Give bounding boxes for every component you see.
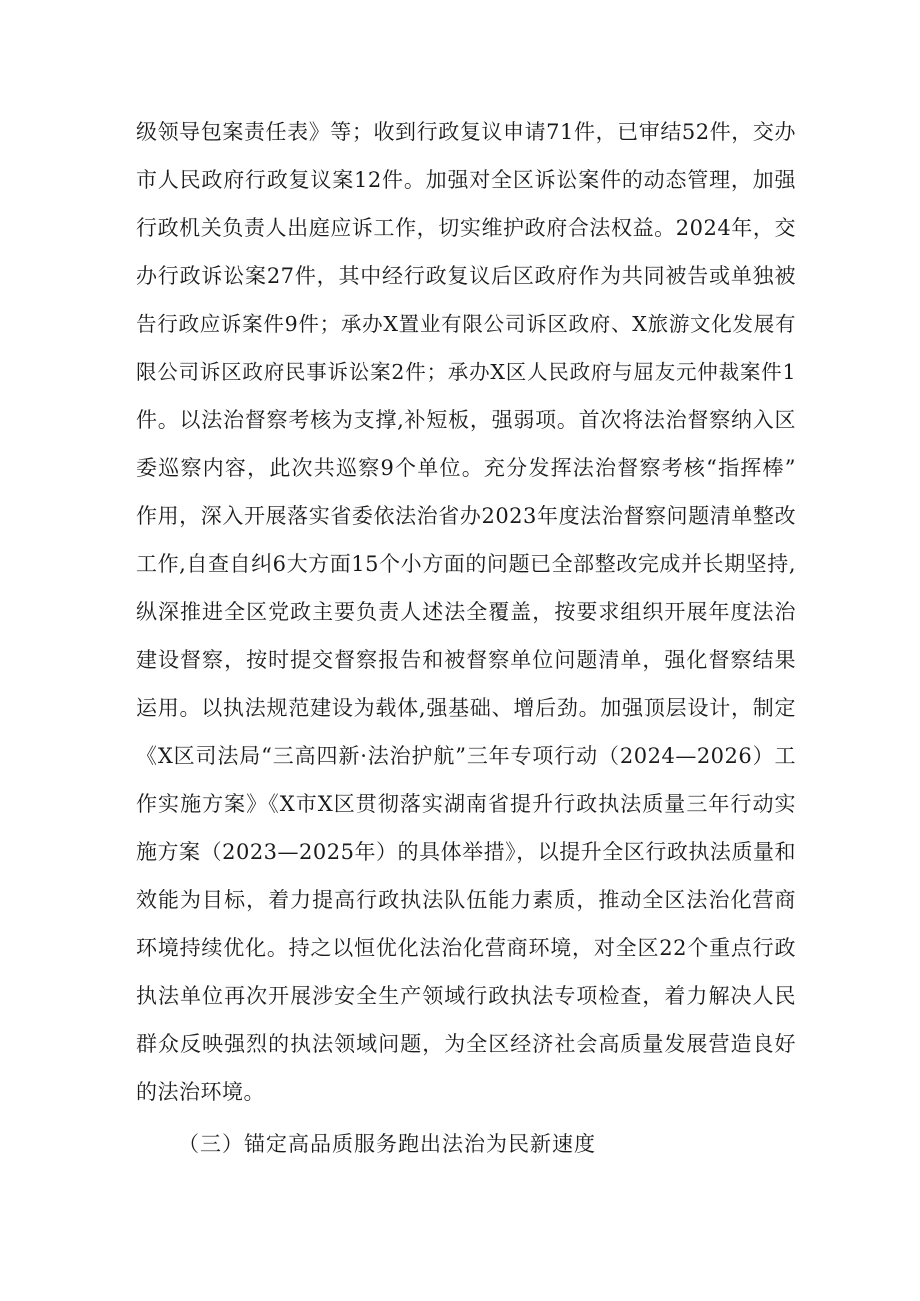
paragraph-line: 建设督察，按时提交督察报告和被督察单位问题清单，强化督察结果 [136, 648, 796, 672]
paragraph-line: 市人民政府行政复议案12件。加强对全区诉讼案件的动态管理，加强 [136, 168, 796, 192]
paragraph-line: 执法单位再次开展涉安全生产领域行政执法专项检查，着力解决人民 [136, 984, 796, 1008]
paragraph-line: 作用，深入开展落实省委依法治省办2023年度法治督察问题清单整改 [136, 504, 796, 528]
paragraph-line: 效能为目标，着力提高行政执法队伍能力素质，推动全区法治化营商 [136, 888, 796, 912]
paragraph-line: 《X区司法局“三高四新·法治护航”三年专项行动（2024—2026）工 [136, 744, 796, 768]
paragraph-line: 告行政应诉案件9件；承办X置业有限公司诉区政府、X旅游文化发展有 [136, 312, 796, 336]
paragraph-line: 行政机关负责人出庭应诉工作，切实维护政府合法权益。2024年，交 [136, 216, 796, 240]
paragraph-line: 作实施方案》《X市X区贯彻落实湖南省提升行政执法质量三年行动实 [136, 792, 796, 816]
paragraph-line: 工作,自查自纠6大方面15个小方面的问题已全部整改完成并长期坚持, [136, 552, 796, 576]
paragraph-line: 群众反映强烈的执法领域问题，为全区经济社会高质量发展营造良好 [136, 1032, 796, 1056]
paragraph-line: 件。以法治督察考核为支撑,补短板，强弱项。首次将法治督察纳入区 [136, 408, 796, 432]
section-heading: （三）锚定高品质服务跑出法治为民新速度 [178, 1132, 596, 1156]
paragraph-line: 施方案（2023—2025年）的具体举措》，以提升全区行政执法质量和 [136, 840, 796, 864]
paragraph-line: 纵深推进全区党政主要负责人述法全覆盖，按要求组织开展年度法治 [136, 600, 796, 624]
paragraph-line: 运用。以执法规范建设为载体,强基础、增后劲。加强顶层设计，制定 [136, 696, 796, 720]
paragraph-line: 委巡察内容，此次共巡察9个单位。充分发挥法治督察考核“指挥棒” [136, 456, 796, 480]
paragraph-line: 环境持续优化。持之以恒优化法治化营商环境，对全区22个重点行政 [136, 936, 796, 960]
paragraph-line: 限公司诉区政府民事诉讼案2件；承办X区人民政府与屈友元仲裁案件1 [136, 360, 796, 384]
paragraph-line: 的法治环境。 [136, 1080, 265, 1104]
paragraph-line: 级领导包案责任表》等；收到行政复议申请71件，已审结52件，交办 [136, 120, 796, 144]
paragraph-line: 办行政诉讼案27件，其中经行政复议后区政府作为共同被告或单独被 [136, 264, 796, 288]
